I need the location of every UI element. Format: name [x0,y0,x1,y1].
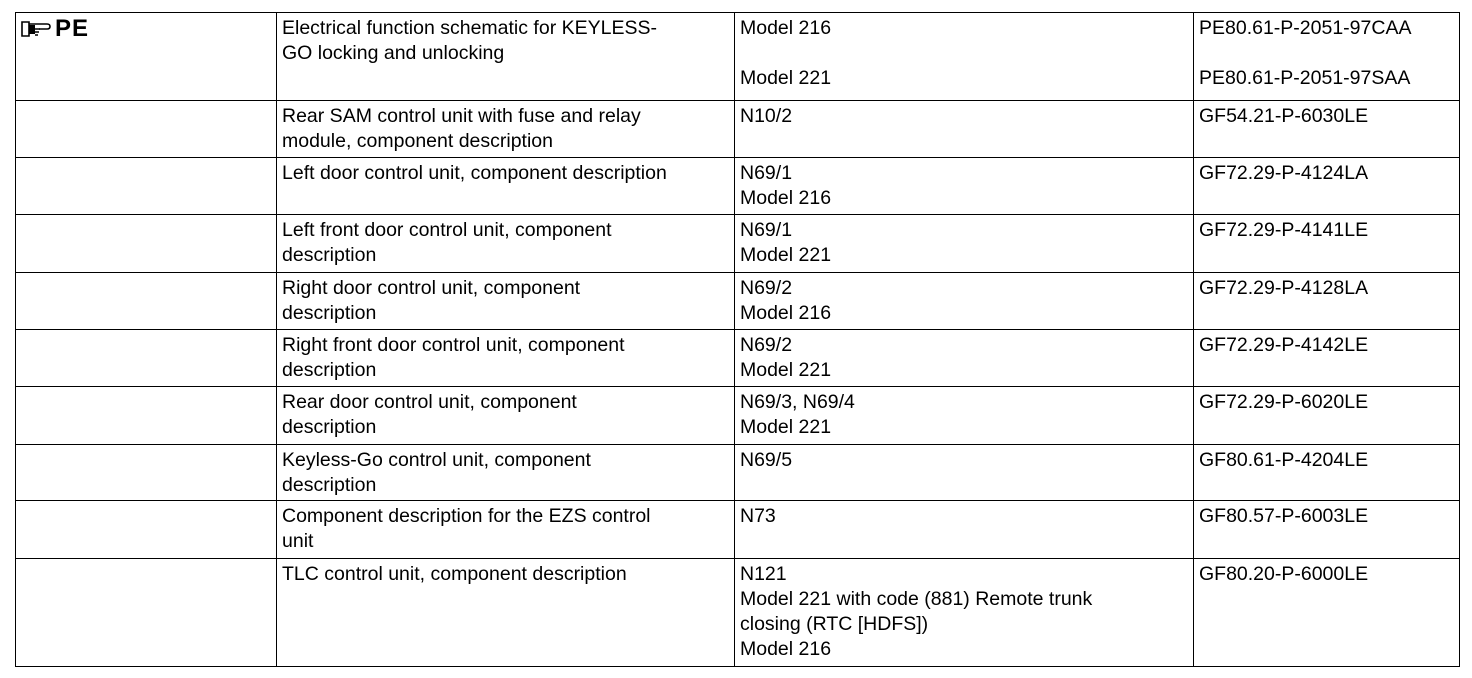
table-row [16,13,1460,101]
document-number: GF54.21-P-6030LE [1199,105,1369,127]
document-number: PE80.61-P-2051-97CAA [1199,17,1412,39]
description-line: Rear SAM control unit with fuse and relay [282,105,641,127]
marker-cell [16,158,277,215]
applicability-line: Model 221 with code (881) Remote trunk [740,588,1093,610]
document-cell [1194,13,1460,101]
document-cell [1194,387,1460,445]
description-line: description [282,302,377,324]
marker-cell [16,215,277,273]
document-cell [1194,559,1460,667]
applicability-line: N69/2 [740,334,793,356]
description-cell [277,215,735,273]
description-line: description [282,359,377,381]
description-cell [277,445,735,501]
document-number: PE80.61-P-2051-97SAA [1199,67,1411,89]
document-cell [1194,101,1460,158]
document-cell [1194,330,1460,387]
description-cell [277,101,735,158]
description-cell [277,330,735,387]
description-line: description [282,244,377,266]
description-line: description [282,474,377,496]
applicability-cell [735,387,1194,445]
applicability-line: N69/2 [740,277,793,299]
table-row [16,445,1460,501]
description-line: Left front door control unit, component [282,219,612,241]
applicability-line: Model 221 [740,359,832,381]
document-cell [1194,501,1460,559]
marker-cell [16,559,277,667]
applicability-line: Model 216 [740,187,832,209]
description-line: Right door control unit, component [282,277,581,299]
applicability-line: Model 221 [740,416,832,438]
description-line: Rear door control unit, component [282,391,577,413]
marker-cell [16,387,277,445]
applicability-line: N69/1 [740,162,793,184]
document-number: GF72.29-P-6020LE [1199,391,1369,413]
applicability-line: Model 221 [740,244,832,266]
marker-cell [16,445,277,501]
document-number: GF72.29-P-4142LE [1199,334,1369,356]
description-line: GO locking and unlocking [282,42,505,64]
document-number: GF72.29-P-4128LA [1199,277,1369,299]
applicability-cell [735,215,1194,273]
applicability-cell [735,330,1194,387]
applicability-line: Model 221 [740,67,832,89]
description-cell [277,273,735,330]
marker-cell [16,101,277,158]
applicability-cell [735,559,1194,667]
applicability-cell [735,273,1194,330]
table-body [16,13,1460,667]
description-line: Left door control unit, component description [282,162,667,184]
applicability-line: Model 216 [740,302,832,324]
table-row [16,101,1460,158]
document-cell [1194,445,1460,501]
description-line: Keyless-Go control unit, component [282,449,591,471]
description-line: Electrical function schematic for KEYLESS- [282,17,657,39]
table-row [16,215,1460,273]
description-line: Right front door control unit, component [282,334,625,356]
applicability-cell [735,101,1194,158]
document-number: GF72.29-P-4141LE [1199,219,1369,241]
applicability-line: N73 [740,505,776,527]
document-number: GF80.57-P-6003LE [1199,505,1369,527]
marker-cell [16,273,277,330]
applicability-line: Model 216 [740,17,832,39]
description-cell [277,559,735,667]
document-cell [1194,158,1460,215]
description-cell [277,158,735,215]
table-row [16,158,1460,215]
marker-cell [16,13,277,101]
applicability-cell [735,501,1194,559]
table-row [16,387,1460,445]
applicability-cell [735,13,1194,101]
table-row [16,501,1460,559]
document-number: GF72.29-P-4124LA [1199,162,1369,184]
document-cell [1194,215,1460,273]
pe-marker [21,16,89,41]
description-line: TLC control unit, component description [282,563,627,585]
description-cell [277,501,735,559]
description-cell [277,387,735,445]
table-row [16,330,1460,387]
table-row [16,273,1460,330]
pe-label: PE [55,15,90,42]
applicability-line: N121 [740,563,787,585]
applicability-line: N69/1 [740,219,793,241]
applicability-line: closing (RTC [HDFS]) [740,613,929,635]
applicability-cell [735,158,1194,215]
document-number: GF80.61-P-4204LE [1199,449,1369,471]
description-line: module, component description [282,130,553,152]
document-number: GF80.20-P-6000LE [1199,563,1369,585]
document-cell [1194,273,1460,330]
description-line: Component description for the EZS control [282,505,651,527]
applicability-line: N69/3, N69/4 [740,391,855,413]
table-row [16,559,1460,667]
marker-cell [16,501,277,559]
description-line: description [282,416,377,438]
applicability-cell [735,445,1194,501]
description-cell [277,13,735,101]
reference-table [15,12,1460,667]
pointing-hand-icon [21,19,51,39]
applicability-line: N10/2 [740,105,793,127]
description-line: unit [282,530,314,552]
applicability-line: Model 216 [740,638,832,660]
marker-cell [16,330,277,387]
applicability-line: N69/5 [740,449,793,471]
